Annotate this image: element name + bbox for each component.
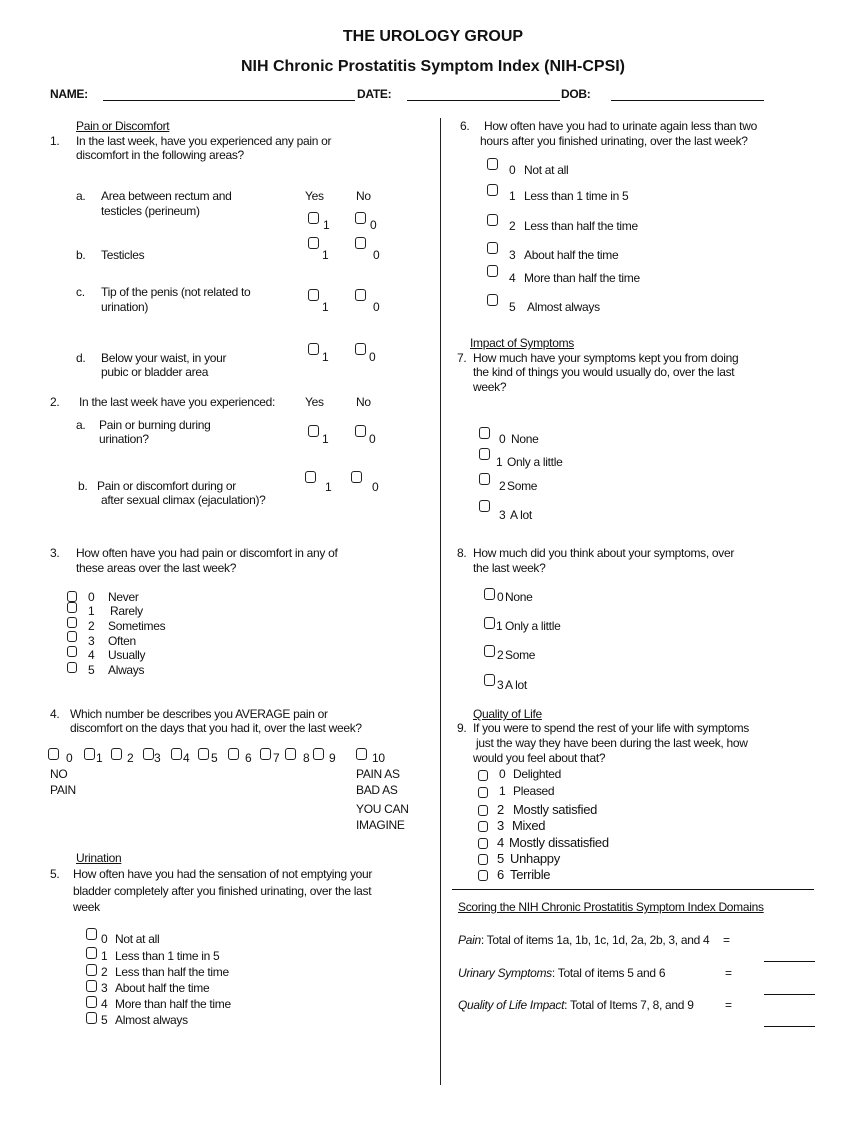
q4-scale-4-checkbox[interactable] xyxy=(171,748,182,760)
q1b-text-1: Testicles xyxy=(101,248,145,262)
q8-option-0-label: None xyxy=(505,590,533,604)
q1a-text-2: testicles (perineum) xyxy=(101,204,200,218)
q7-option-1-label: Only a little xyxy=(507,455,563,469)
q8-text-2: the last week? xyxy=(473,561,546,575)
q1-yes-header: Yes xyxy=(305,189,324,203)
q2b-letter: b. xyxy=(78,479,88,493)
q1-number: 1. xyxy=(50,134,60,148)
q9-option-2-label: Mostly satisfied xyxy=(513,802,598,817)
q2b-no-checkbox[interactable] xyxy=(351,471,362,483)
scoring-qol-row xyxy=(458,998,694,1012)
q5-option-2-number: 2 xyxy=(101,965,108,979)
q1c-no-value: 0 xyxy=(373,300,380,314)
q1b-letter: b. xyxy=(76,248,86,262)
q5-option-5-checkbox[interactable] xyxy=(86,1012,97,1024)
q4-scale-7-label: 7 xyxy=(273,751,280,765)
q3-option-2-checkbox[interactable] xyxy=(67,617,77,628)
q3-option-5-label: Always xyxy=(108,663,145,677)
q8-number: 8. xyxy=(457,546,467,560)
q8-option-2-number: 2 xyxy=(497,648,504,662)
q9-option-4-number: 4 xyxy=(497,835,504,850)
q9-option-4-label: Mostly dissatisfied xyxy=(509,835,609,850)
q4-scale-8-label: 8 xyxy=(303,751,310,765)
q4-scale-3-checkbox[interactable] xyxy=(143,748,154,760)
q9-option-5-label: Unhappy xyxy=(510,851,560,866)
q9-option-6-number: 6 xyxy=(497,867,504,882)
q5-text-3: week xyxy=(73,900,100,914)
q5-option-3-number: 3 xyxy=(101,981,108,995)
q7-option-2-label: Some xyxy=(507,479,538,493)
q5-option-0-label: Not at all xyxy=(115,932,160,946)
scoring-pain-equals: = xyxy=(723,933,730,947)
q7-option-0-label: None xyxy=(511,432,539,446)
q6-option-0-number: 0 xyxy=(509,163,516,177)
section-pain: Pain or Discomfort xyxy=(76,119,170,133)
q3-text-1: How often have you had pain or discomfort in any of xyxy=(76,546,338,560)
scoring-urinary-row xyxy=(458,966,665,980)
q9-text-1: If you were to spend the rest of your life with symptoms xyxy=(473,721,749,735)
q4-scale-6-label: 6 xyxy=(245,751,252,765)
q9-option-1-number: 1 xyxy=(499,784,506,798)
q4-no-pain-1: NO xyxy=(50,767,68,781)
q1d-yes-value: 1 xyxy=(322,350,329,364)
q8-option-3-checkbox[interactable] xyxy=(484,674,495,686)
q6-option-5-number: 5 xyxy=(509,300,516,314)
q9-option-4-checkbox[interactable] xyxy=(478,838,488,849)
q6-option-2-label: Less than half the time xyxy=(524,219,638,233)
column-divider xyxy=(440,118,441,1085)
q1d-no-value: 0 xyxy=(369,350,376,364)
q3-option-5-checkbox[interactable] xyxy=(67,662,77,673)
q4-scale-8-checkbox[interactable] xyxy=(285,748,296,760)
q6-option-0-checkbox[interactable] xyxy=(487,158,498,170)
q1d-no-checkbox[interactable] xyxy=(355,343,366,355)
q6-option-4-number: 4 xyxy=(509,271,516,285)
q9-option-0-number: 0 xyxy=(499,767,506,781)
name-label: NAME: xyxy=(50,87,88,101)
q9-option-2-checkbox[interactable] xyxy=(478,805,488,816)
q2b-yes-value: 1 xyxy=(325,480,332,494)
q2a-no-checkbox[interactable] xyxy=(355,425,366,437)
q3-option-2-label: Sometimes xyxy=(108,619,166,633)
q2b-no-value: 0 xyxy=(372,480,379,494)
q5-option-3-checkbox[interactable] xyxy=(86,980,97,992)
q9-option-1-label: Pleased xyxy=(513,784,555,798)
q6-option-5-checkbox[interactable] xyxy=(487,294,498,306)
scoring-qol-text: : Total of Items 7, 8, and 9 xyxy=(564,998,694,1012)
scoring-pain-row xyxy=(458,933,709,947)
q5-option-2-label: Less than half the time xyxy=(115,965,229,979)
q9-number: 9. xyxy=(457,721,467,735)
q1a-no-checkbox[interactable] xyxy=(355,212,366,224)
q3-option-0-number: 0 xyxy=(88,590,95,604)
q9-option-6-checkbox[interactable] xyxy=(478,870,488,881)
q1c-letter: c. xyxy=(76,285,85,299)
q5-text-1: How often have you had the sensation of not emptying your xyxy=(73,867,373,881)
q4-no-pain-2: PAIN xyxy=(50,783,76,797)
q9-option-6-label: Terrible xyxy=(510,867,551,882)
q1-text-1: In the last week, have you experienced any pain or xyxy=(76,134,332,148)
section-quality-of-life: Quality of Life xyxy=(473,707,542,721)
q9-option-0-checkbox[interactable] xyxy=(478,770,488,781)
q8-option-3-number: 3 xyxy=(497,678,504,692)
q9-option-2-number: 2 xyxy=(497,802,504,817)
q7-option-1-number: 1 xyxy=(496,455,503,469)
q4-scale-9-checkbox[interactable] xyxy=(313,748,324,760)
q3-option-0-checkbox[interactable] xyxy=(67,591,77,602)
scoring-urinary-total-field[interactable] xyxy=(764,994,815,995)
q2b-text-1: Pain or discomfort during or xyxy=(97,479,236,493)
q6-text-1: How often have you had to urinate again less than two xyxy=(484,119,757,133)
section-impact: Impact of Symptoms xyxy=(470,336,574,350)
q2-no-header: No xyxy=(356,395,371,409)
q7-option-3-checkbox[interactable] xyxy=(479,500,490,512)
q5-option-5-label: Almost always xyxy=(115,1013,188,1027)
q3-option-3-checkbox[interactable] xyxy=(67,631,77,642)
q1d-yes-checkbox[interactable] xyxy=(308,343,319,355)
q5-option-3-label: About half the time xyxy=(115,981,210,995)
q7-option-3-number: 3 xyxy=(499,508,506,522)
q9-option-5-checkbox[interactable] xyxy=(478,854,488,865)
q7-option-3-label: A lot xyxy=(510,508,532,522)
q4-scale-10-label: 10 xyxy=(372,751,385,765)
q2-text: In the last week have you experienced: xyxy=(79,395,276,409)
q2a-no-value: 0 xyxy=(369,432,376,446)
scoring-urinary-text: : Total of items 5 and 6 xyxy=(551,966,666,980)
q6-option-3-number: 3 xyxy=(509,248,516,262)
q6-option-4-label: More than half the time xyxy=(524,271,640,285)
q1b-yes-value: 1 xyxy=(322,248,329,262)
q7-option-2-checkbox[interactable] xyxy=(479,473,490,485)
q1d-text-2: pubic or bladder area xyxy=(101,365,209,379)
q9-option-3-checkbox[interactable] xyxy=(478,821,488,832)
q9-option-3-label: Mixed xyxy=(512,818,546,833)
q3-option-4-label: Usually xyxy=(108,648,146,662)
q1a-no-value: 0 xyxy=(370,218,377,232)
q8-option-1-label: Only a little xyxy=(505,619,561,633)
q6-option-3-checkbox[interactable] xyxy=(487,242,498,254)
q1a-text-1: Area between rectum and xyxy=(101,189,232,203)
q3-option-2-number: 2 xyxy=(88,619,95,633)
q2a-yes-checkbox[interactable] xyxy=(308,425,319,437)
q3-number: 3. xyxy=(50,546,60,560)
q8-option-2-checkbox[interactable] xyxy=(484,645,495,657)
q3-option-4-number: 4 xyxy=(88,648,95,662)
q9-option-1-checkbox[interactable] xyxy=(478,787,488,798)
q7-text-2: the kind of things you would usually do, over the last xyxy=(473,365,735,379)
q7-text-1: How much have your symptoms kept you from doing xyxy=(473,351,739,365)
q2a-text-1: Pain or burning during xyxy=(99,418,211,432)
q8-option-3-label: A lot xyxy=(505,678,527,692)
q4-text-2: discomfort on the days that you had it, over the last week? xyxy=(70,721,362,735)
scoring-urinary-label: Urinary Symptoms xyxy=(458,966,552,980)
q4-scale-10-checkbox[interactable] xyxy=(356,748,367,760)
q4-scale-2-label: 2 xyxy=(127,751,134,765)
scoring-divider xyxy=(452,889,814,890)
q6-option-1-label: Less than 1 time in 5 xyxy=(524,189,629,203)
q5-option-1-label: Less than 1 time in 5 xyxy=(115,949,220,963)
q1-text-2: discomfort in the following areas? xyxy=(76,148,244,162)
q5-option-5-number: 5 xyxy=(101,1013,108,1027)
q1c-no-checkbox[interactable] xyxy=(355,289,366,301)
q7-text-3: week? xyxy=(473,380,507,394)
q3-option-0-label: Never xyxy=(108,590,139,604)
q4-scale-0-checkbox[interactable] xyxy=(48,748,59,760)
q5-option-1-number: 1 xyxy=(101,949,108,963)
q7-option-1-checkbox[interactable] xyxy=(479,448,490,460)
q1b-no-checkbox[interactable] xyxy=(355,237,366,249)
q1b-no-value: 0 xyxy=(373,248,380,262)
q3-option-5-number: 5 xyxy=(88,663,95,677)
q4-worst-4: IMAGINE xyxy=(356,818,405,832)
q2b-text-2: after sexual climax (ejaculation)? xyxy=(101,493,266,507)
name-field[interactable] xyxy=(103,100,355,101)
q6-option-1-checkbox[interactable] xyxy=(487,184,498,196)
q1c-yes-value: 1 xyxy=(322,300,329,314)
q7-option-0-checkbox[interactable] xyxy=(479,427,490,439)
form-title: NIH Chronic Prostatitis Symptom Index (NIH-CPSI) xyxy=(240,58,626,75)
q4-worst-2: BAD AS xyxy=(356,783,398,797)
scoring-pain-text: : Total of items 1a, 1b, 1c, 1d, 2a, 2b, 3, and 4 xyxy=(480,933,710,947)
scoring-qol-equals: = xyxy=(725,998,732,1012)
scoring-pain-label: Pain xyxy=(458,933,481,947)
org-name: THE UROLOGY GROUP xyxy=(342,28,524,45)
scoring-pain-total-field[interactable] xyxy=(764,961,815,962)
q5-option-0-checkbox[interactable] xyxy=(86,928,97,940)
q6-option-5-label: Almost always xyxy=(527,300,600,314)
q4-text-1: Which number be describes you AVERAGE pain or xyxy=(70,707,328,721)
q6-option-1-number: 1 xyxy=(509,189,516,203)
q3-option-4-checkbox[interactable] xyxy=(67,646,77,657)
q4-scale-5-checkbox[interactable] xyxy=(198,748,209,760)
q5-option-2-checkbox[interactable] xyxy=(86,964,97,976)
q3-option-1-label: Rarely xyxy=(110,604,143,618)
q7-option-0-number: 0 xyxy=(499,432,506,446)
q1-no-header: No xyxy=(356,189,371,203)
q5-option-4-label: More than half the time xyxy=(115,997,231,1011)
q2a-yes-value: 1 xyxy=(322,432,329,446)
q2-yes-header: Yes xyxy=(305,395,324,409)
q2a-text-2: urination? xyxy=(99,432,149,446)
q6-text-2: hours after you finished urinating, over the last week? xyxy=(480,134,748,148)
scoring-qol-label: Quality of Life Impact xyxy=(458,998,565,1012)
section-urination: Urination xyxy=(76,851,122,865)
scoring-qol-total-field[interactable] xyxy=(764,1026,815,1027)
scoring-urinary-equals: = xyxy=(725,966,732,980)
q4-scale-1-checkbox[interactable] xyxy=(84,748,95,760)
q2b-yes-checkbox[interactable] xyxy=(305,471,316,483)
q3-text-2: these areas over the last week? xyxy=(76,561,237,575)
q1a-yes-value: 1 xyxy=(323,218,330,232)
q1b-yes-checkbox[interactable] xyxy=(308,237,319,249)
q8-option-2-label: Some xyxy=(505,648,536,662)
q1d-letter: d. xyxy=(76,351,86,365)
q8-text-1: How much did you think about your symptoms, over xyxy=(473,546,735,560)
q4-scale-0-label: 0 xyxy=(66,751,73,765)
dob-field[interactable] xyxy=(611,100,764,101)
q5-text-2: bladder completely after you finished urinating, over the last xyxy=(73,884,372,898)
q9-option-0-label: Delighted xyxy=(513,767,562,781)
q6-option-0-label: Not at all xyxy=(524,163,569,177)
q4-scale-7-checkbox[interactable] xyxy=(260,748,271,760)
date-label: DATE: xyxy=(357,87,392,101)
q4-scale-3-label: 3 xyxy=(154,751,161,765)
scoring-title: Scoring the NIH Chronic Prostatitis Symptom Index Domains xyxy=(458,900,764,914)
q5-option-4-checkbox[interactable] xyxy=(86,996,97,1008)
q4-number: 4. xyxy=(50,707,60,721)
q6-number: 6. xyxy=(460,119,470,133)
q3-option-1-number: 1 xyxy=(88,604,95,618)
q2-number: 2. xyxy=(50,395,60,409)
q1c-text-2: urination) xyxy=(101,300,149,314)
q1a-letter: a. xyxy=(76,189,86,203)
q9-text-2: just the way they have been during the last week, how xyxy=(476,736,748,750)
q9-option-3-number: 3 xyxy=(497,818,504,833)
q4-scale-4-label: 4 xyxy=(183,751,190,765)
q4-scale-2-checkbox[interactable] xyxy=(111,748,122,760)
q4-scale-9-label: 9 xyxy=(329,751,336,765)
q1c-yes-checkbox[interactable] xyxy=(308,289,319,301)
q5-option-0-number: 0 xyxy=(101,932,108,946)
q1d-text-1: Below your waist, in your xyxy=(101,351,227,365)
q8-option-0-checkbox[interactable] xyxy=(484,588,495,600)
q9-option-5-number: 5 xyxy=(497,851,504,866)
q8-option-1-number: 1 xyxy=(496,619,503,633)
dob-label: DOB: xyxy=(561,87,591,101)
q7-number: 7. xyxy=(457,351,467,365)
q3-option-1-checkbox[interactable] xyxy=(67,602,77,613)
q6-option-2-checkbox[interactable] xyxy=(487,214,498,226)
q2a-letter: a. xyxy=(76,418,86,432)
q9-text-3: would you feel about that? xyxy=(473,751,606,765)
q6-option-2-number: 2 xyxy=(509,219,516,233)
q4-worst-1: PAIN AS xyxy=(356,767,400,781)
q8-option-1-checkbox[interactable] xyxy=(484,617,495,629)
q6-option-4-checkbox[interactable] xyxy=(487,265,498,277)
q5-option-4-number: 4 xyxy=(101,997,108,1011)
q5-number: 5. xyxy=(50,867,60,881)
q6-option-3-label: About half the time xyxy=(524,248,619,262)
q8-option-0-number: 0 xyxy=(497,590,504,604)
q3-option-3-label: Often xyxy=(108,634,136,648)
q1a-yes-checkbox[interactable] xyxy=(308,212,319,224)
q4-worst-3: YOU CAN xyxy=(356,802,409,816)
q4-scale-6-checkbox[interactable] xyxy=(228,748,239,760)
q4-scale-5-label: 5 xyxy=(211,751,218,765)
q1c-text-1: Tip of the penis (not related to xyxy=(101,285,251,299)
date-field[interactable] xyxy=(407,100,560,101)
q7-option-2-number: 2 xyxy=(499,479,506,493)
q3-option-3-number: 3 xyxy=(88,634,95,648)
q4-scale-1-label: 1 xyxy=(96,751,103,765)
q5-option-1-checkbox[interactable] xyxy=(86,947,97,959)
